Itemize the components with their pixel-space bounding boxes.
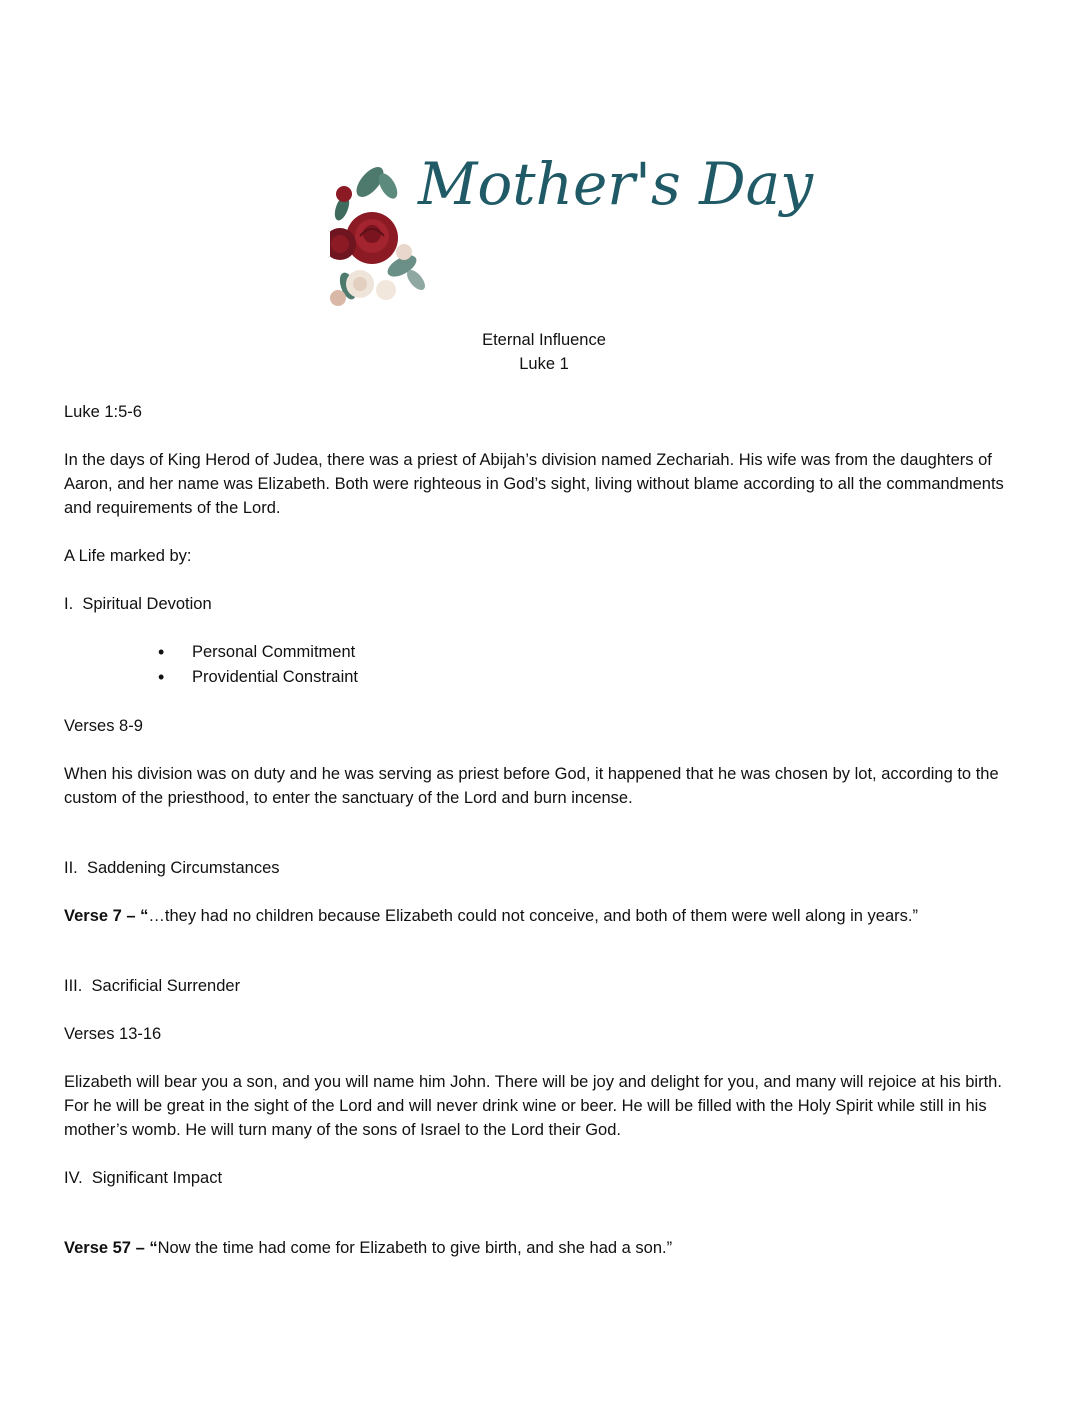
quote-text: …they had no children because Elizabeth could not conceive, and both of them were well along in years.” — [148, 907, 918, 925]
outline-point-4 — [64, 1166, 1024, 1190]
scripture-passage: Elizabeth will bear you a son, and you will name him John. There will be joy and delight for you, and many will rejoice at his birth. For he will be great in the sight of the Lord and will never drink wine or beer. He will be filled with the Holy Spirit while still in his mother’s womb. He will turn many of the sons of Israel to the Lord their God. — [64, 1073, 1002, 1139]
mothers-day-logo — [330, 148, 814, 308]
sub-point-list — [64, 640, 1024, 690]
outline-numeral: I. — [64, 595, 74, 613]
list-item-label: Providential Constraint — [192, 668, 358, 686]
page-subtitle: Luke 1 — [519, 355, 569, 373]
scripture-reference: Verses 8-9 — [64, 717, 143, 735]
outline-point-1 — [64, 592, 1024, 616]
scripture-quote — [64, 904, 1024, 928]
outline-heading: Significant Impact — [91, 1169, 223, 1187]
scripture-reference: Luke 1:5-6 — [64, 403, 142, 421]
outline-heading: Sacrificial Surrender — [91, 977, 241, 995]
quote-text: Now the time had come for Elizabeth to give birth, and she had a son.” — [157, 1239, 673, 1257]
scripture-passage: In the days of King Herod of Judea, there was a priest of Abijah’s division named Zechariah. His wife was from the daughters of Aaron, and her name was Elizabeth. Both were righteous in God’s sight, living without blame according to all the commandments and requirements of the Lord. — [64, 451, 1004, 517]
outline-heading: Spiritual Devotion — [82, 595, 212, 613]
outline-point-3 — [64, 974, 1024, 998]
list-item — [158, 665, 1024, 690]
outline-numeral: II. — [64, 859, 78, 877]
logo-title: Mother's Day — [418, 150, 814, 218]
outline-point-2 — [64, 856, 1024, 880]
quote-reference: Verse 57 – “ — [64, 1239, 158, 1257]
sermon-outline — [64, 328, 1024, 1260]
bullet-icon: • — [158, 642, 165, 662]
quote-reference: Verse 7 – “ — [64, 907, 149, 925]
outline-heading: Saddening Circumstances — [86, 859, 280, 877]
list-item-label: Personal Commitment — [192, 643, 356, 661]
section-intro: A Life marked by: — [64, 547, 192, 565]
page-title: Eternal Influence — [482, 331, 606, 349]
outline-numeral: IV. — [64, 1169, 83, 1187]
scripture-quote — [64, 1236, 1024, 1260]
scripture-passage: When his division was on duty and he was serving as priest before God, it happened that he was chosen by lot, according to the custom of the priesthood, to enter the sanctuary of the Lord and burn incense. — [64, 765, 999, 807]
list-item — [158, 640, 1024, 665]
bullet-icon: • — [158, 667, 165, 687]
outline-numeral: III. — [64, 977, 83, 995]
scripture-reference: Verses 13-16 — [64, 1025, 162, 1043]
